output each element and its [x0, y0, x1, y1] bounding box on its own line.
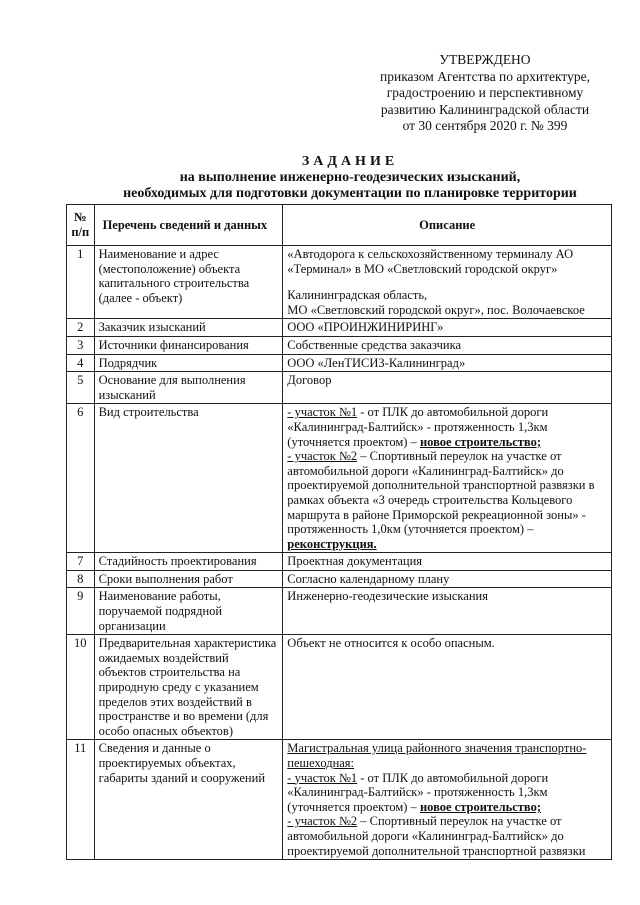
- row-number: 2: [67, 319, 95, 337]
- row-number: 3: [67, 336, 95, 354]
- table-row: [67, 553, 612, 571]
- section-1-paragraph: [287, 771, 607, 815]
- header-description: Описание: [283, 205, 612, 246]
- row-description: Объект не относится к особо опасным.: [283, 635, 612, 740]
- row-description: Договор: [283, 372, 612, 404]
- approval-line: приказом Агентства по архитектуре,: [380, 68, 590, 84]
- approval-line: УТВЕРЖДЕНО: [439, 52, 531, 67]
- section-1-label: - участок №1: [287, 770, 358, 785]
- header-item: Перечень сведений и данных: [94, 205, 283, 246]
- row-number: 10: [67, 635, 95, 740]
- row-number: 1: [67, 246, 95, 319]
- row-number: 11: [67, 740, 95, 860]
- row-number: 9: [67, 588, 95, 635]
- section-1-text: - от ПЛК до автомобильной дороги «Калининград-Балтийск» - протяженность 1,3км (уточняется проектом) –: [287, 405, 549, 449]
- section-2-type: реконструкция.: [287, 536, 377, 551]
- row-name: Предварительная характеристика ожидаемых воздействий объектов строительства на природную среду с указанием пределов этих воздействий в пространстве и во времени (для особо опасных объектов): [94, 635, 283, 740]
- row-description: ООО «ЛенТИСИЗ-Калининград»: [283, 354, 612, 372]
- document-subtitle: необходимых для подготовки документации по планировке территории: [123, 186, 577, 201]
- section-2-text: – Спортивный переулок на участке от автомобильной дороги «Калининград-Балтийск» до проектируемой дополнительной транспортной развязки: [287, 814, 586, 858]
- row-name: Основание для выполнения изысканий: [94, 372, 283, 404]
- row-description: [283, 404, 612, 553]
- row-description: Собственные средства заказчика: [283, 336, 612, 354]
- table-row: [67, 635, 612, 740]
- section-2-label: - участок №2: [287, 814, 358, 829]
- row-description: Проектная документация: [283, 553, 612, 571]
- table-row: [67, 740, 612, 860]
- table-row: [67, 570, 612, 588]
- row-description: Инженерно-геодезические изыскания: [283, 588, 612, 635]
- table-row: [67, 404, 612, 553]
- document-title: ЗАДАНИЕ: [301, 154, 399, 169]
- row-number: 4: [67, 354, 95, 372]
- header-number: № п/п: [67, 205, 95, 246]
- object-address-region: Калининградская область,: [287, 288, 428, 303]
- table-row: [67, 246, 612, 319]
- row-number: 5: [67, 372, 95, 404]
- approval-line: от 30 сентября 2020 г. № 399: [402, 118, 568, 133]
- section-1-paragraph: [287, 405, 607, 449]
- row-name: Наименование и адрес (местоположение) объекта капитального строительства (далее - объект): [94, 246, 283, 319]
- row-name: Наименование работы, поручаемой подрядной организации: [94, 588, 283, 635]
- row-name: Вид строительства: [94, 404, 283, 553]
- table-row: [67, 319, 612, 337]
- row-name: Стадийность проектирования: [94, 553, 283, 571]
- section-1-text: - от ПЛК до автомобильной дороги «Калининград-Балтийск» - протяженность 1,3км (уточняется проектом) –: [287, 770, 549, 814]
- section-1-type: новое строительство;: [419, 434, 541, 449]
- section-1-label: - участок №1: [287, 405, 358, 420]
- table-row: [67, 588, 612, 635]
- row-description: ООО «ПРОИНЖИНИРИНГ»: [283, 319, 612, 337]
- section-2-paragraph: [287, 814, 607, 858]
- object-name: «Автодорога к сельскохозяйственному терминалу АО «Терминал» в МО «Светловский городской округ»: [287, 247, 574, 276]
- row-name: Заказчик изысканий: [94, 319, 283, 337]
- document-subtitle: на выполнение инженерно-геодезических изысканий,: [179, 170, 521, 185]
- table-header-row: [67, 205, 612, 246]
- section-2-text: – Спортивный переулок на участке от автомобильной дороги «Калининград-Балтийск» до проектируемой дополнительной транспортной развязки в рамках объекта «3 очередь строительства Кольцевого маршрута в районе Приморской рекреационной зоны» - протяженность 1,0км (уточняется проектом) –: [287, 449, 595, 537]
- task-table: [66, 204, 612, 860]
- row-name: Источники финансирования: [94, 336, 283, 354]
- row-description: Согласно календарному плану: [283, 570, 612, 588]
- approval-stamp: [350, 52, 620, 135]
- section-2-paragraph: [287, 449, 607, 551]
- row-number: 7: [67, 553, 95, 571]
- section-2-label: - участок №2: [287, 449, 358, 464]
- approval-line: развитию Калининградской области: [380, 101, 590, 117]
- object-address-locality: МО «Светловский городской округ», пос. Волочаевское: [287, 302, 585, 317]
- row-name: Сроки выполнения работ: [94, 570, 283, 588]
- row-name: Подрядчик: [94, 354, 283, 372]
- row-name: Сведения и данные о проектируемых объектах, габариты зданий и сооружений: [94, 740, 283, 860]
- street-category-heading: Магистральная улица районного значения транспортно-пешеходная:: [287, 741, 587, 770]
- table-row: [67, 354, 612, 372]
- section-1-type: новое строительство;: [419, 799, 541, 814]
- row-description: [283, 246, 612, 319]
- row-number: 8: [67, 570, 95, 588]
- row-description: [283, 740, 612, 860]
- approval-line: градостроению и перспективному: [386, 85, 584, 100]
- row-number: 6: [67, 404, 95, 553]
- table-row: [67, 336, 612, 354]
- table-row: [67, 372, 612, 404]
